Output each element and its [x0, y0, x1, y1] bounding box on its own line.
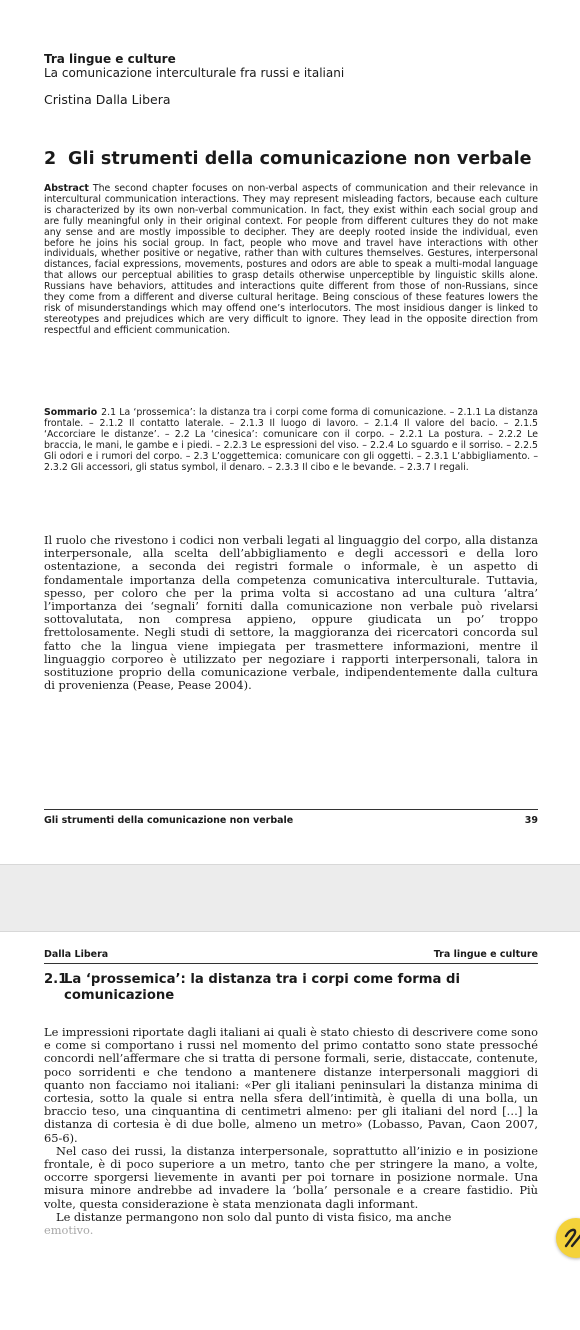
faded-text: emotivo. — [44, 1223, 94, 1238]
body-paragraph: Le impressioni riportate dagli italiani ai quali è stato chiesto di descrivere come sono e come si comportano i russi nel momento del primo contatto sono state pressoché concordi nell’affermare che si tratta di persone formali, serie, distaccate, contenute, poco sorridenti e che tendono a mantenere distanze interpersonali maggiori di quanto non facciamo noi italiani: «Per gli italiani peninsulari la distanza minima di cortesia, sotto la quale si entra nella sfera dell’intimità, è quella di una bolla, un braccio teso, una cinquantina di centimetri almeno: per gli italiani del nord […] la distanza di cortesia è di due bolle, almeno un metro» (Lobasso, Pavan, Caon 2007, 65-6). — [44, 1025, 538, 1145]
paragraph-text: Le distanze permangono non solo dal punto di vista fisico, ma anche — [56, 1209, 452, 1224]
sommario-text: 2.1 La ‘prossemica’: la distanza tra i corpi come forma di comunicazione. – 2.1.1 La distanza frontale. – 2.1.2 Il contatto laterale. – 2.1.3 Il luogo di lavoro. – 2.1.4 Il valore del bacio. – 2.1.5 ‘Accorciare le distanze’. – 2.2 La ‘cinesica’: comunicare con il corpo. – 2.2.1 La postura. – 2.2.2 Le braccia, le mani, le gambe e i piedi. – 2.2.3 Le espressioni del viso. – 2.2.4 Lo sguardo e il sorriso. – 2.2.5 Gli odori e i rumori del corpo. – 2.3 L’oggettemica: comunicare con gli oggetti. – 2.3.1 L’abbigliamento. – 2.3.2 Gli accessori, gli status symbol, il denaro. – 2.3.3 Il cibo e le bevande. – 2.3.7 I regali. — [44, 407, 538, 473]
body-paragraph: Il ruolo che rivestono i codici non verbali legati al linguaggio del corpo, alla distanza interpersonale, alla scelta dell’abbigliamento e degli accessori e della loro ostentazione, a seconda dei registri formale o informale, è un aspetto di fondamentale importanza della competenza comunicativa interculturale. Tuttavia, spesso, per coloro che per la prima volta si accostano ad una cultura ‘altra’ l’importanza dei ‘segnali’ forniti dalla comunicazione non verbale può rivelarsi sottovalutata, non compresa appieno, oppure giudicata un po’ troppo frettolosamente. Negli studi di settore, la maggioranza dei ricercatori concorda sul fatto che la lingua viene impiegata per trasmettere informazioni, mentre il linguaggio corporeo è utilizzato per negoziare i rapporti interpersonali, talora in sostituzione proprio della comunicazione verbale, indipendentemente dalla cultura di provenienza (Pease, Pease 2004). — [44, 533, 538, 693]
chapter-heading — [44, 148, 538, 170]
sommario-label: Sommario — [44, 407, 98, 418]
section-body — [44, 1026, 538, 1237]
book-subtitle: La comunicazione interculturale fra russi e italiani — [44, 66, 345, 80]
chapter-title: Gli strumenti della comunicazione non verbale — [68, 149, 532, 169]
page-40 — [0, 932, 580, 1330]
section-number: 2.1 — [44, 972, 68, 987]
abstract — [44, 184, 538, 337]
chapter-number: 2 — [44, 149, 57, 169]
body-paragraph — [44, 1211, 538, 1237]
section-title: La ‘prossemica’: la distanza tra i corpi come forma di comunicazione — [64, 972, 460, 1003]
abstract-text: The second chapter focuses on non-verbal aspects of communication and their relevance in intercultural communication interactions. They may represent misleading factors, because each culture is characterized by its own non-verbal communication. In fact, they exist within each social group and are fully meaningful only in their original context. For people from different cultures they do not make any sense and are mostly impossible to decipher. They are deeply rooted inside the individual, even before he joins his social group. In fact, people who move and travel have interactions with other individuals, whether positive or negative, rather than with cultures themselves. Gestures, interpersonal distances, facial expressions, movements, postures and odors are able to speak a multi-modal language that allows our perceptual abilities to grasp details otherwise unperceptible by linguistic skills alone. Russians have behaviors, attitudes and interactions quite different from those of non-Russians, since they come from a different and diverse cultural heritage. Being conscious of these features lowers the risk of misunderstandings which may offend one’s interlocutors. The most insidious danger is linked to stereotypes and prejudices which are very difficult to ignore. They lead in the opposite direction from respectful and efficient communication. — [44, 183, 538, 336]
table-of-contents — [44, 408, 538, 473]
footer-divider — [44, 809, 538, 810]
page-number: 39 — [524, 815, 538, 826]
book-title: Tra lingue e culture — [44, 52, 176, 66]
page-separator — [0, 864, 580, 932]
body-paragraph: Nel caso dei russi, la distanza interpersonale, soprattutto all’inizio e in posizione frontale, è di poco superiore a un metro, tanto che per stringere la mano, a volte, occorre sporgersi lievemente in avanti per poi tornare in posizione normale. Una misura minore andrebbe ad invadere la ‘bolla’ personale e a creare fastidio. Più volte, questa considerazione è stata menzionata dagli informant. — [44, 1143, 538, 1211]
abstract-label: Abstract — [44, 183, 89, 194]
header-divider — [44, 963, 538, 964]
section-heading — [44, 972, 558, 1004]
running-header-title: Tra lingue e culture — [433, 949, 538, 960]
highlighter-icon — [562, 1226, 580, 1250]
author-name: Cristina Dalla Libera — [44, 92, 171, 107]
running-header-author: Dalla Libera — [44, 949, 109, 960]
running-footer-title: Gli strumenti della comunicazione non verbale — [44, 815, 294, 826]
